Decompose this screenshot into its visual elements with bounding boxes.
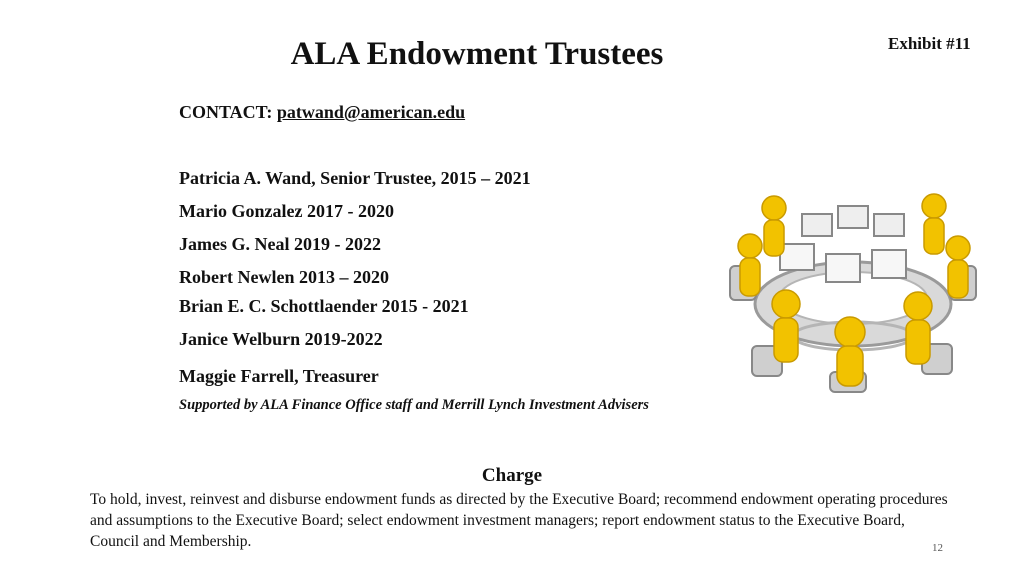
page-title: ALA Endowment Trustees	[290, 36, 664, 72]
page-number: 12	[932, 542, 943, 554]
team-meeting-icon	[722, 186, 984, 412]
charge-heading: Charge	[481, 465, 543, 486]
charge-text: To hold, invest, reinvest and disburse endowment funds as directed by the Executive Board; recommend endowment operating procedures and assumptions to the Executive Board; select endowment investment managers; report endowment status to the Executive Board, Council and Membership.	[90, 491, 948, 550]
trustee-item: Robert Newlen 2013 – 2020	[179, 267, 389, 287]
trustee-item: Janice Welburn 2019-2022	[179, 329, 383, 349]
trustee-item: James G. Neal 2019 - 2022	[179, 234, 381, 254]
treasurer-item: Maggie Farrell, Treasurer	[179, 366, 379, 386]
exhibit-label: Exhibit #11	[888, 34, 971, 53]
contact-label: CONTACT:	[179, 102, 273, 122]
contact-line	[179, 102, 465, 123]
trustee-item: Patricia A. Wand, Senior Trustee, 2015 – 2021	[179, 168, 531, 188]
trustee-item: Mario Gonzalez 2017 - 2020	[179, 201, 394, 221]
support-note: Supported by ALA Finance Office staff and Merrill Lynch Investment Advisers	[179, 397, 649, 413]
contact-email-link[interactable]: patwand@american.edu	[276, 102, 466, 122]
trustee-item: Brian E. C. Schottlaender 2015 - 2021	[179, 296, 469, 316]
